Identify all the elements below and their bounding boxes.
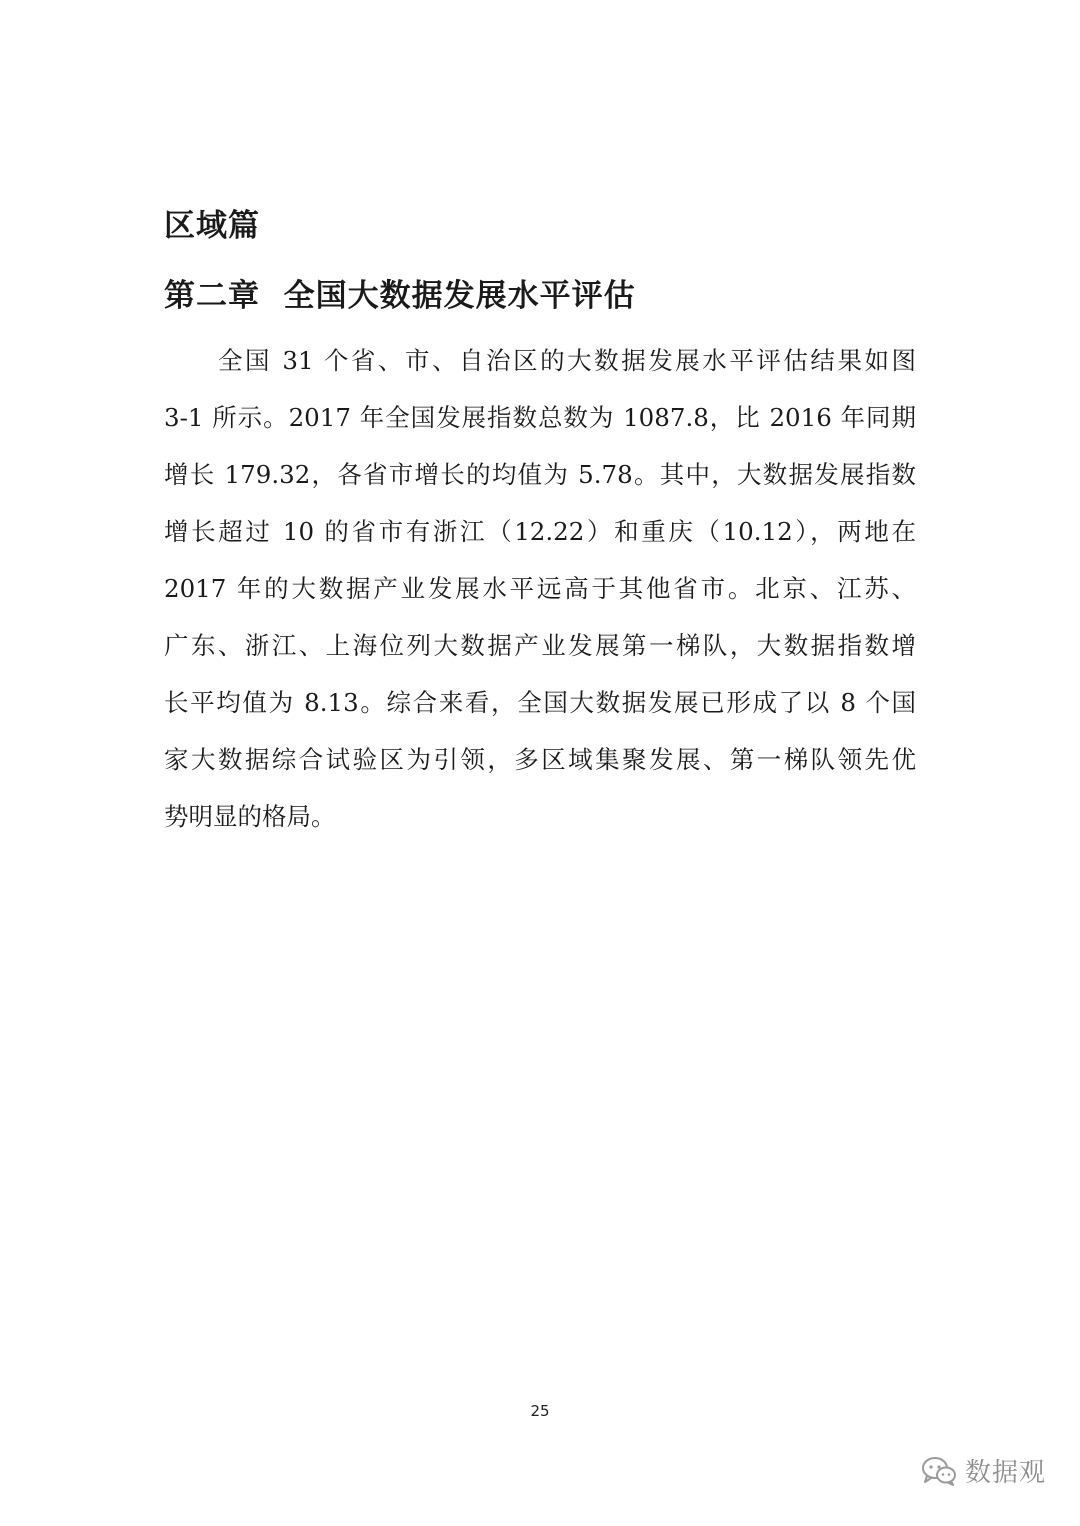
page-number: 25 <box>530 1402 550 1420</box>
body-line: 广东、浙江、上海位列大数据产业发展第一梯队，大数据指数增 <box>164 631 916 660</box>
wechat-icon <box>921 1456 957 1486</box>
watermark <box>921 1452 1046 1489</box>
body-line: 2017 年的大数据产业发展水平远高于其他省市。北京、江苏、 <box>164 574 916 603</box>
watermark-text: 数据观 <box>964 1458 1046 1488</box>
body-line: 增长超过 10 的省市有浙江（12.22）和重庆（10.12），两地在 <box>164 517 916 546</box>
section-title: 区域篇 <box>164 208 260 244</box>
body-paragraph <box>164 332 916 845</box>
chapter-title: 第二章 全国大数据发展水平评估 <box>164 278 636 314</box>
body-line: 增长 179.32，各省市增长的均值为 5.78。其中，大数据发展指数 <box>164 460 916 489</box>
body-line: 全国 31 个省、市、自治区的大数据发展水平评估结果如图 <box>218 346 916 375</box>
body-line: 3-1 所示。2017 年全国发展指数总数为 1087.8，比 2016 年同期 <box>164 403 916 432</box>
body-line: 长平均值为 8.13。综合来看，全国大数据发展已形成了以 8 个国 <box>164 688 916 717</box>
body-line: 家大数据综合试验区为引领，多区域集聚发展、第一梯队领先优 <box>164 745 916 774</box>
body-line: 势明显的格局。 <box>164 802 336 831</box>
